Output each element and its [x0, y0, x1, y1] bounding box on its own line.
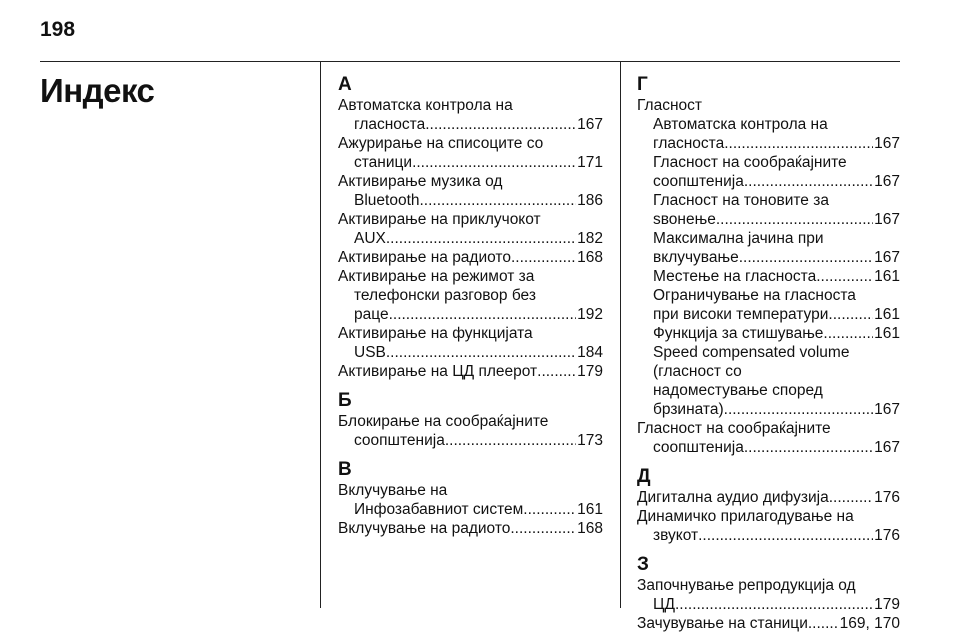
header-rule — [40, 61, 900, 62]
index-entry-term: гласноста — [653, 135, 725, 152]
page-reference: 186 — [577, 192, 603, 209]
page-reference: 167 — [874, 173, 900, 190]
index-entry-text: Активирање музика од — [338, 173, 503, 190]
dot-leader — [537, 362, 576, 381]
index-entry-term: Bluetooth — [354, 192, 420, 209]
page-number: 198 — [40, 18, 76, 41]
dot-leader — [724, 134, 873, 153]
dot-leader — [816, 267, 873, 286]
section-letter: Б — [338, 390, 352, 411]
index-entry-text: Ограничување на гласноста — [653, 287, 856, 304]
index-entry — [637, 507, 900, 545]
index-entry-ref-line — [637, 210, 900, 229]
page-reference: 173 — [577, 432, 603, 449]
index-entry-term: соопштенија — [653, 439, 744, 456]
page-reference: 161 — [577, 501, 603, 518]
page-reference: 167 — [874, 135, 900, 152]
index-entry-term: брзината) — [653, 401, 724, 418]
index-entry — [637, 267, 900, 286]
index-entry-ref-line — [338, 153, 603, 172]
page-reference: 171 — [577, 154, 603, 171]
index-entry-ref-line — [338, 519, 603, 538]
index-entry-text: Гласност на сообраќајните — [653, 154, 847, 171]
index-entry-term: гласноста — [354, 116, 426, 133]
index-entry — [637, 343, 900, 419]
index-entry — [338, 96, 603, 134]
index-entry-text: Вклучување на — [338, 482, 448, 499]
index-entry-text: Блокирање на сообраќајните — [338, 413, 549, 430]
dot-leader — [744, 172, 873, 191]
dot-leader — [389, 305, 577, 324]
index-entry-ref-line — [637, 267, 900, 286]
index-entry-term: Местење на гласноста — [653, 268, 817, 285]
index-entry-ref-line — [338, 191, 603, 210]
dot-leader — [511, 248, 576, 267]
index-entry-ref-line — [338, 362, 603, 381]
page-reference: 167 — [874, 439, 900, 456]
index-entry — [338, 210, 603, 248]
index-entry-ref-line — [338, 305, 603, 324]
index-entry — [637, 419, 900, 457]
index-entry-text: надоместување според — [653, 382, 823, 399]
dot-leader — [445, 431, 576, 450]
index-entry-ref-line — [637, 400, 900, 419]
dot-leader — [716, 210, 873, 229]
index-section — [637, 554, 900, 633]
index-entry-text: Ажурирање на списоците со — [338, 135, 544, 152]
index-entry-text: Speed compensated volume — [653, 344, 850, 361]
index-column-2 — [637, 74, 900, 642]
section-letter: Д — [637, 466, 651, 487]
index-section — [338, 459, 603, 538]
index-entry — [338, 248, 603, 267]
page-reference: 161 — [874, 306, 900, 323]
page-reference: 169, 170 — [839, 615, 900, 632]
index-entry-term: звукот — [653, 527, 699, 544]
dot-leader — [698, 526, 873, 545]
index-entry-ref-line — [637, 324, 900, 343]
index-entry — [637, 614, 900, 633]
page-reference: 168 — [577, 520, 603, 537]
page-reference: 167 — [577, 116, 603, 133]
index-entry-term: USB — [354, 344, 386, 361]
index-entry-text: Активирање на режимот за — [338, 268, 535, 285]
page-reference: 168 — [577, 249, 603, 266]
index-entry-text: Автоматска контрола на — [338, 97, 513, 114]
dot-leader — [510, 519, 576, 538]
page-reference: 167 — [874, 211, 900, 228]
page-reference: 167 — [874, 249, 900, 266]
index-entry — [637, 576, 900, 614]
index-entry — [637, 488, 900, 507]
section-letter: А — [338, 74, 352, 95]
index-entry-text: Активирање на приклучокот — [338, 211, 541, 228]
section-letter: В — [338, 459, 352, 480]
index-title: Индекс — [40, 72, 155, 109]
index-entry-term: станици — [354, 154, 413, 171]
index-entry-ref-line — [637, 172, 900, 191]
index-entry-term: Дигитална аудио дифузија — [637, 489, 829, 506]
page-reference: 161 — [874, 268, 900, 285]
index-entry — [637, 191, 900, 229]
index-entry-ref-line — [637, 595, 900, 614]
index-entry-term: Активирање на ЦД плеерот — [338, 363, 538, 380]
index-entry-ref-line — [637, 614, 900, 633]
index-entry-term: ѕвонење — [653, 211, 716, 228]
dot-leader — [420, 191, 577, 210]
column-divider-left — [320, 62, 321, 608]
index-entry-text: Максимална јачина при — [653, 230, 824, 247]
dot-leader — [425, 115, 576, 134]
index-section — [637, 466, 900, 545]
dot-leader — [744, 438, 873, 457]
index-entry-text: Динамичко прилагодување на — [637, 508, 854, 525]
index-section — [338, 390, 603, 450]
index-entry — [637, 115, 900, 153]
index-entry-term: ЦД — [653, 596, 675, 613]
index-entry — [338, 519, 603, 538]
page-reference: 176 — [874, 527, 900, 544]
dot-leader — [523, 500, 576, 519]
dot-leader — [829, 488, 873, 507]
page-reference: 161 — [874, 325, 900, 342]
index-entry-text: Автоматска контрола на — [653, 116, 828, 133]
page-reference: 182 — [577, 230, 603, 247]
index-entry — [637, 286, 900, 324]
dot-leader — [412, 153, 576, 172]
dot-leader — [823, 324, 873, 343]
index-section — [338, 74, 603, 381]
index-entry-term: при високи температури — [653, 306, 829, 323]
index-entry — [338, 362, 603, 381]
page-reference: 167 — [874, 401, 900, 418]
index-entry-term: Активирање на радиото — [338, 249, 511, 266]
index-entry-ref-line — [637, 134, 900, 153]
dot-leader — [808, 614, 839, 633]
index-column-1 — [338, 74, 603, 547]
index-section — [637, 74, 900, 457]
index-entry-text: (гласност со — [653, 363, 742, 380]
dot-leader — [724, 400, 873, 419]
column-divider-right — [620, 62, 621, 608]
section-letter: Г — [637, 74, 648, 95]
index-entry — [637, 229, 900, 267]
dot-leader — [675, 595, 873, 614]
dot-leader — [739, 248, 873, 267]
index-entry — [338, 481, 603, 519]
index-entry-term: Зачувување на станици — [637, 615, 808, 632]
index-entry-term: Инфозабавниот систем — [354, 501, 524, 518]
section-letter: З — [637, 554, 649, 575]
index-entry — [637, 324, 900, 343]
index-entry-term: AUX — [354, 230, 386, 247]
index-entry-text: Гласност на тоновите за — [653, 192, 829, 209]
index-entry-ref-line — [637, 305, 900, 324]
dot-leader — [386, 229, 576, 248]
index-entry-text: Гласност на сообраќајните — [637, 420, 831, 437]
index-entry-heading: Гласност — [637, 97, 702, 114]
index-entry-term: вклучување — [653, 249, 739, 266]
index-entry-ref-line — [338, 115, 603, 134]
index-entry — [338, 134, 603, 172]
index-entry-ref-line — [637, 488, 900, 507]
page-reference: 184 — [577, 344, 603, 361]
index-entry-ref-line — [338, 431, 603, 450]
index-entry-text: телефонски разговор без — [354, 287, 536, 304]
index-entry-ref-line — [338, 500, 603, 519]
index-entry — [637, 153, 900, 191]
page-reference: 179 — [874, 596, 900, 613]
index-entry-ref-line — [338, 248, 603, 267]
index-entry — [338, 267, 603, 324]
page-reference: 179 — [577, 363, 603, 380]
index-entry — [338, 324, 603, 362]
index-entry-text: Започнување репродукција од — [637, 577, 856, 594]
index-entry-term: раце — [354, 306, 389, 323]
index-entry-ref-line — [637, 526, 900, 545]
index-entry-ref-line — [637, 438, 900, 457]
dot-leader — [828, 305, 873, 324]
index-entry-term: соопштенија — [354, 432, 445, 449]
index-entry-term: соопштенија — [653, 173, 744, 190]
index-entry — [338, 412, 603, 450]
page-reference: 176 — [874, 489, 900, 506]
index-entry-term: Функција за стишување — [653, 325, 824, 342]
index-entry-term: Вклучување на радиото — [338, 520, 511, 537]
page-reference: 192 — [577, 306, 603, 323]
index-entry-ref-line — [637, 248, 900, 267]
index-entry — [338, 172, 603, 210]
index-entry-ref-line — [338, 343, 603, 362]
index-entry-ref-line — [338, 229, 603, 248]
index-entry-text: Активирање на функцијата — [338, 325, 533, 342]
dot-leader — [386, 343, 576, 362]
